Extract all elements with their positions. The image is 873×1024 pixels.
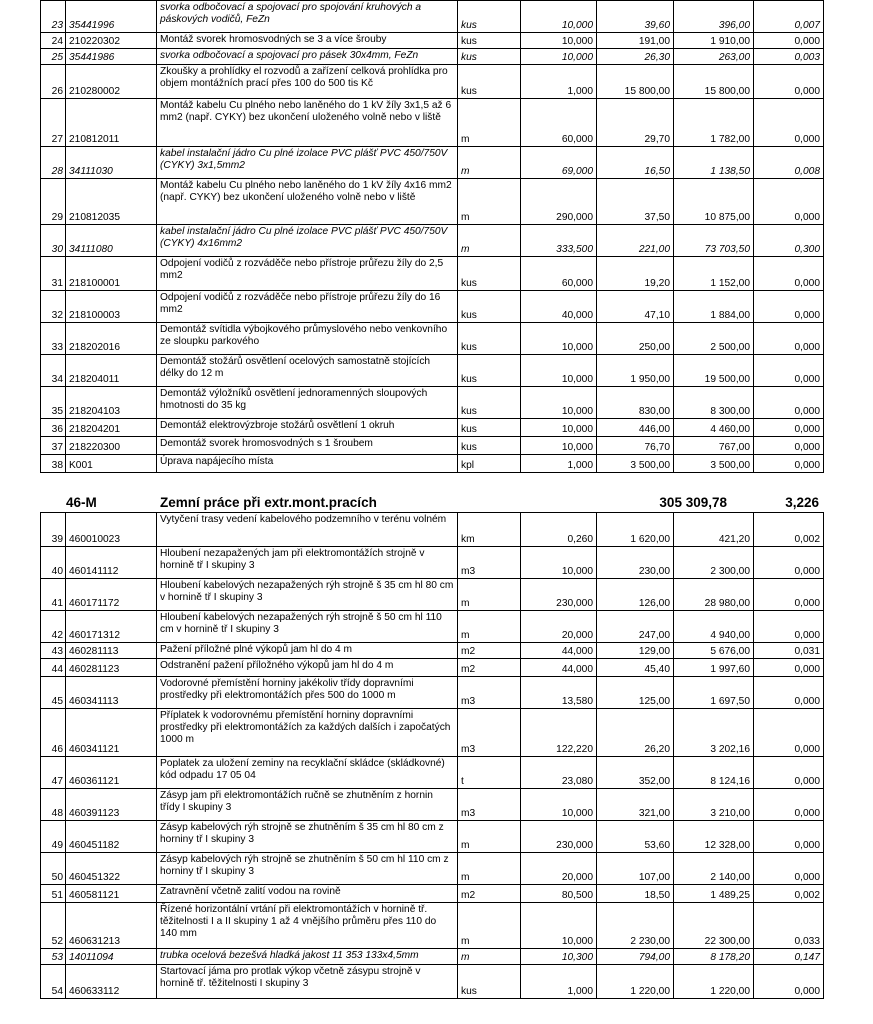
item-code: 35441986 bbox=[66, 49, 157, 65]
item-description: kabel instalační jádro Cu plné izolace PVC plášť PVC 450/750V (CYKY) 4x16mm2 bbox=[157, 225, 458, 257]
item-weight: 0,033 bbox=[754, 903, 824, 949]
item-description: Demontáž výložníků osvětlení jednoramenných sloupových hmotnosti do 35 kg bbox=[157, 387, 458, 419]
item-unit: m bbox=[458, 611, 521, 643]
row-number: 54 bbox=[41, 965, 66, 999]
item-description: Montáž svorek hromosvodných se 3 a více šrouby bbox=[157, 33, 458, 49]
item-unit-price: 107,00 bbox=[597, 853, 674, 885]
row-number: 42 bbox=[41, 611, 66, 643]
item-weight: 0,000 bbox=[754, 677, 824, 709]
item-code: 460581121 bbox=[66, 885, 157, 903]
item-quantity: 230,000 bbox=[521, 821, 597, 853]
item-unit-price: 29,70 bbox=[597, 99, 674, 147]
item-total-price: 3 210,00 bbox=[674, 789, 754, 821]
table-row bbox=[41, 903, 824, 949]
item-weight: 0,000 bbox=[754, 853, 824, 885]
table-row bbox=[41, 853, 824, 885]
item-quantity: 23,080 bbox=[521, 757, 597, 789]
item-quantity: 10,000 bbox=[521, 355, 597, 387]
item-code: 210812011 bbox=[66, 99, 157, 147]
row-number: 49 bbox=[41, 821, 66, 853]
table-row bbox=[41, 225, 824, 257]
table-row bbox=[41, 355, 824, 387]
item-weight: 0,000 bbox=[754, 257, 824, 291]
item-unit: t bbox=[458, 757, 521, 789]
table-row bbox=[41, 611, 824, 643]
item-unit-price: 352,00 bbox=[597, 757, 674, 789]
item-total-price: 5 676,00 bbox=[674, 643, 754, 659]
item-total-price: 2 500,00 bbox=[674, 323, 754, 355]
item-quantity: 44,000 bbox=[521, 643, 597, 659]
item-total-price: 1 138,50 bbox=[674, 147, 754, 179]
item-description: Montáž kabelu Cu plného nebo laněného do 1 kV žíly 3x1,5 až 6 mm2 (např. CYKY) bez ukončení uloženého volně nebo v liště bbox=[157, 99, 458, 147]
row-number: 24 bbox=[41, 33, 66, 49]
item-description: Hloubení kabelových nezapažených rýh strojně š 35 cm hl 80 cm v hornině tř I skupiny 3 bbox=[157, 579, 458, 611]
item-description: Hloubení nezapažených jam při elektromontážích strojně v hornině tř I skupiny 3 bbox=[157, 547, 458, 579]
item-weight: 0,000 bbox=[754, 709, 824, 757]
item-total-price: 1 697,50 bbox=[674, 677, 754, 709]
item-weight: 0,000 bbox=[754, 437, 824, 455]
item-weight: 0,000 bbox=[754, 291, 824, 323]
item-total-price: 4 940,00 bbox=[674, 611, 754, 643]
budget-table-bottom bbox=[40, 512, 824, 999]
item-code: 34111030 bbox=[66, 147, 157, 179]
item-quantity: 20,000 bbox=[521, 611, 597, 643]
item-unit-price: 221,00 bbox=[597, 225, 674, 257]
item-code: 460341121 bbox=[66, 709, 157, 757]
item-unit-price: 3 500,00 bbox=[597, 455, 674, 473]
item-unit-price: 129,00 bbox=[597, 643, 674, 659]
item-code: 460391123 bbox=[66, 789, 157, 821]
item-description: Úprava napájecího místa bbox=[157, 455, 458, 473]
row-number: 28 bbox=[41, 147, 66, 179]
table-row bbox=[41, 49, 824, 65]
item-weight: 0,300 bbox=[754, 225, 824, 257]
item-unit-price: 26,20 bbox=[597, 709, 674, 757]
item-total-price: 1 220,00 bbox=[674, 965, 754, 999]
item-quantity: 10,000 bbox=[521, 903, 597, 949]
item-unit: kus bbox=[458, 387, 521, 419]
item-unit: m bbox=[458, 903, 521, 949]
item-code: 460633112 bbox=[66, 965, 157, 999]
item-unit: m bbox=[458, 99, 521, 147]
item-description: kabel instalační jádro Cu plné izolace PVC plášť PVC 450/750V (CYKY) 3x1,5mm2 bbox=[157, 147, 458, 179]
item-description: svorka odbočovací a spojovací pro spojování kruhových a páskových vodičů, FeZn bbox=[157, 1, 458, 33]
table-row bbox=[41, 757, 824, 789]
item-quantity: 1,000 bbox=[521, 65, 597, 99]
item-unit-price: 446,00 bbox=[597, 419, 674, 437]
item-code: 218100001 bbox=[66, 257, 157, 291]
row-number: 25 bbox=[41, 49, 66, 65]
item-unit: kus bbox=[458, 355, 521, 387]
table-row bbox=[41, 965, 824, 999]
item-total-price: 12 328,00 bbox=[674, 821, 754, 853]
section-total: 305 309,78 bbox=[659, 495, 727, 510]
table-row bbox=[41, 709, 824, 757]
item-unit: m2 bbox=[458, 659, 521, 677]
item-total-price: 1 997,60 bbox=[674, 659, 754, 677]
item-quantity: 10,000 bbox=[521, 33, 597, 49]
item-unit: kus bbox=[458, 323, 521, 355]
row-number: 47 bbox=[41, 757, 66, 789]
table-row bbox=[41, 659, 824, 677]
item-code: 210280002 bbox=[66, 65, 157, 99]
row-number: 34 bbox=[41, 355, 66, 387]
item-code: 460341113 bbox=[66, 677, 157, 709]
item-unit-price: 19,20 bbox=[597, 257, 674, 291]
item-unit: m3 bbox=[458, 709, 521, 757]
row-number: 39 bbox=[41, 513, 66, 547]
item-unit-price: 1 220,00 bbox=[597, 965, 674, 999]
item-unit: m bbox=[458, 821, 521, 853]
item-unit-price: 247,00 bbox=[597, 611, 674, 643]
table-row bbox=[41, 323, 824, 355]
item-code: 460281113 bbox=[66, 643, 157, 659]
item-weight: 0,000 bbox=[754, 547, 824, 579]
item-description: Hloubení kabelových nezapažených rýh strojně š 50 cm hl 110 cm v hornině tř I skupiny 3 bbox=[157, 611, 458, 643]
item-unit-price: 39,60 bbox=[597, 1, 674, 33]
item-code: 460631213 bbox=[66, 903, 157, 949]
item-unit: m bbox=[458, 225, 521, 257]
item-unit: m bbox=[458, 579, 521, 611]
item-total-price: 8 124,16 bbox=[674, 757, 754, 789]
row-number: 41 bbox=[41, 579, 66, 611]
item-quantity: 10,000 bbox=[521, 437, 597, 455]
row-number: 46 bbox=[41, 709, 66, 757]
item-unit: kus bbox=[458, 65, 521, 99]
item-description: Odpojení vodičů z rozváděče nebo přístroje průřezu žíly do 16 mm2 bbox=[157, 291, 458, 323]
item-weight: 0,002 bbox=[754, 885, 824, 903]
item-weight: 0,000 bbox=[754, 65, 824, 99]
item-total-price: 2 140,00 bbox=[674, 853, 754, 885]
item-unit: m bbox=[458, 179, 521, 225]
item-total-price: 767,00 bbox=[674, 437, 754, 455]
row-number: 50 bbox=[41, 853, 66, 885]
item-weight: 0,008 bbox=[754, 147, 824, 179]
item-unit-price: 47,10 bbox=[597, 291, 674, 323]
item-weight: 0,000 bbox=[754, 99, 824, 147]
item-unit-price: 2 230,00 bbox=[597, 903, 674, 949]
table-row bbox=[41, 789, 824, 821]
item-unit: m3 bbox=[458, 789, 521, 821]
item-unit: kus bbox=[458, 257, 521, 291]
row-number: 51 bbox=[41, 885, 66, 903]
item-total-price: 8 300,00 bbox=[674, 387, 754, 419]
item-quantity: 40,000 bbox=[521, 291, 597, 323]
row-number: 53 bbox=[41, 949, 66, 965]
row-number: 44 bbox=[41, 659, 66, 677]
item-unit-price: 76,70 bbox=[597, 437, 674, 455]
item-total-price: 2 300,00 bbox=[674, 547, 754, 579]
item-unit-price: 53,60 bbox=[597, 821, 674, 853]
item-description: Příplatek k vodorovnému přemístění horniny dopravními prostředky při elektromontážích za každých dalších i započatých 1000 m bbox=[157, 709, 458, 757]
item-description: Zkoušky a prohlídky el rozvodů a zařízení celková prohlídka pro objem montážních prací přes 100 do 500 tis Kč bbox=[157, 65, 458, 99]
item-total-price: 10 875,00 bbox=[674, 179, 754, 225]
table-row bbox=[41, 455, 824, 473]
item-unit: kpl bbox=[458, 455, 521, 473]
item-quantity: 122,220 bbox=[521, 709, 597, 757]
item-quantity: 80,500 bbox=[521, 885, 597, 903]
table-row bbox=[41, 387, 824, 419]
item-total-price: 1 489,25 bbox=[674, 885, 754, 903]
item-code: K001 bbox=[66, 455, 157, 473]
item-code: 460361121 bbox=[66, 757, 157, 789]
item-code: 460010023 bbox=[66, 513, 157, 547]
table-row bbox=[41, 579, 824, 611]
item-code: 218204103 bbox=[66, 387, 157, 419]
item-total-price: 8 178,20 bbox=[674, 949, 754, 965]
item-unit: m bbox=[458, 147, 521, 179]
item-description: Zásyp kabelových rýh strojně se zhutněním š 50 cm hl 110 cm z horniny tř I skupiny 3 bbox=[157, 853, 458, 885]
item-unit-price: 15 800,00 bbox=[597, 65, 674, 99]
item-unit: m3 bbox=[458, 547, 521, 579]
item-description: Vytyčení trasy vedení kabelového podzemního v terénu volném bbox=[157, 513, 458, 547]
table-row bbox=[41, 257, 824, 291]
item-code: 460141112 bbox=[66, 547, 157, 579]
item-unit-price: 321,00 bbox=[597, 789, 674, 821]
item-quantity: 69,000 bbox=[521, 147, 597, 179]
item-total-price: 22 300,00 bbox=[674, 903, 754, 949]
item-code: 210812035 bbox=[66, 179, 157, 225]
item-code: 14011094 bbox=[66, 949, 157, 965]
item-total-price: 3 500,00 bbox=[674, 455, 754, 473]
item-weight: 0,031 bbox=[754, 643, 824, 659]
item-quantity: 10,300 bbox=[521, 949, 597, 965]
table-row bbox=[41, 437, 824, 455]
item-code: 218204011 bbox=[66, 355, 157, 387]
item-weight: 0,000 bbox=[754, 579, 824, 611]
table-row bbox=[41, 643, 824, 659]
row-number: 52 bbox=[41, 903, 66, 949]
item-weight: 0,002 bbox=[754, 513, 824, 547]
item-unit-price: 45,40 bbox=[597, 659, 674, 677]
item-description: Odstranění pažení příložného výkopů jam hl do 4 m bbox=[157, 659, 458, 677]
table-row bbox=[41, 949, 824, 965]
item-total-price: 396,00 bbox=[674, 1, 754, 33]
item-unit-price: 830,00 bbox=[597, 387, 674, 419]
item-weight: 0,000 bbox=[754, 419, 824, 437]
table-row bbox=[41, 419, 824, 437]
item-code: 218220300 bbox=[66, 437, 157, 455]
item-quantity: 20,000 bbox=[521, 853, 597, 885]
item-code: 218100003 bbox=[66, 291, 157, 323]
item-total-price: 4 460,00 bbox=[674, 419, 754, 437]
item-description: Vodorovné přemístění horniny jakékoliv třídy dopravními prostředky při elektromontážích přes 500 do 1000 m bbox=[157, 677, 458, 709]
item-quantity: 290,000 bbox=[521, 179, 597, 225]
item-unit: m bbox=[458, 853, 521, 885]
item-unit-price: 125,00 bbox=[597, 677, 674, 709]
item-code: 460281123 bbox=[66, 659, 157, 677]
table-row bbox=[41, 1, 824, 33]
section-code: 46-M bbox=[66, 495, 97, 510]
item-total-price: 263,00 bbox=[674, 49, 754, 65]
item-code: 460171312 bbox=[66, 611, 157, 643]
row-number: 38 bbox=[41, 455, 66, 473]
item-quantity: 10,000 bbox=[521, 789, 597, 821]
item-quantity: 10,000 bbox=[521, 323, 597, 355]
item-total-price: 1 910,00 bbox=[674, 33, 754, 49]
item-unit-price: 18,50 bbox=[597, 885, 674, 903]
item-total-price: 1 884,00 bbox=[674, 291, 754, 323]
item-weight: 0,000 bbox=[754, 789, 824, 821]
item-code: 34111080 bbox=[66, 225, 157, 257]
item-total-price: 73 703,50 bbox=[674, 225, 754, 257]
table-row bbox=[41, 99, 824, 147]
item-unit-price: 1 620,00 bbox=[597, 513, 674, 547]
item-weight: 0,147 bbox=[754, 949, 824, 965]
item-quantity: 60,000 bbox=[521, 257, 597, 291]
item-total-price: 15 800,00 bbox=[674, 65, 754, 99]
row-number: 45 bbox=[41, 677, 66, 709]
item-total-price: 19 500,00 bbox=[674, 355, 754, 387]
row-number: 33 bbox=[41, 323, 66, 355]
item-unit-price: 794,00 bbox=[597, 949, 674, 965]
item-code: 460451182 bbox=[66, 821, 157, 853]
item-total-price: 421,20 bbox=[674, 513, 754, 547]
row-number: 30 bbox=[41, 225, 66, 257]
item-unit: kus bbox=[458, 291, 521, 323]
row-number: 35 bbox=[41, 387, 66, 419]
budget-table-top bbox=[40, 0, 824, 473]
row-number: 43 bbox=[41, 643, 66, 659]
item-description: svorka odbočovací a spojovací pro pásek 30x4mm, FeZn bbox=[157, 49, 458, 65]
item-description: trubka ocelová bezešvá hladká jakost 11 353 133x4,5mm bbox=[157, 949, 458, 965]
row-number: 37 bbox=[41, 437, 66, 455]
item-code: 460171172 bbox=[66, 579, 157, 611]
item-unit-price: 230,00 bbox=[597, 547, 674, 579]
item-unit-price: 16,50 bbox=[597, 147, 674, 179]
item-weight: 0,000 bbox=[754, 757, 824, 789]
table-row bbox=[41, 513, 824, 547]
item-quantity: 1,000 bbox=[521, 455, 597, 473]
item-unit: kus bbox=[458, 1, 521, 33]
item-unit-price: 1 950,00 bbox=[597, 355, 674, 387]
item-quantity: 10,000 bbox=[521, 1, 597, 33]
item-description: Montáž kabelu Cu plného nebo laněného do 1 kV žíly 4x16 mm2 (např. CYKY) bez ukončení uloženého volně nebo v liště bbox=[157, 179, 458, 225]
item-weight: 0,000 bbox=[754, 387, 824, 419]
row-number: 23 bbox=[41, 1, 66, 33]
section-header bbox=[40, 493, 823, 511]
item-unit-price: 191,00 bbox=[597, 33, 674, 49]
item-weight: 0,000 bbox=[754, 659, 824, 677]
item-quantity: 10,000 bbox=[521, 419, 597, 437]
item-code: 218204201 bbox=[66, 419, 157, 437]
item-weight: 0,000 bbox=[754, 611, 824, 643]
item-unit-price: 126,00 bbox=[597, 579, 674, 611]
row-number: 32 bbox=[41, 291, 66, 323]
row-number: 29 bbox=[41, 179, 66, 225]
item-quantity: 333,500 bbox=[521, 225, 597, 257]
table-row bbox=[41, 147, 824, 179]
item-quantity: 10,000 bbox=[521, 547, 597, 579]
item-quantity: 44,000 bbox=[521, 659, 597, 677]
item-unit: m2 bbox=[458, 643, 521, 659]
row-number: 26 bbox=[41, 65, 66, 99]
item-description: Demontáž svítidla výbojkového průmyslového nebo venkovního ze sloupku parkového bbox=[157, 323, 458, 355]
row-number: 40 bbox=[41, 547, 66, 579]
item-quantity: 60,000 bbox=[521, 99, 597, 147]
item-quantity: 0,260 bbox=[521, 513, 597, 547]
table-row bbox=[41, 677, 824, 709]
item-weight: 0,000 bbox=[754, 355, 824, 387]
item-total-price: 28 980,00 bbox=[674, 579, 754, 611]
item-total-price: 1 152,00 bbox=[674, 257, 754, 291]
item-description: Demontáž elektrovýzbroje stožárů osvětlení 1 okruh bbox=[157, 419, 458, 437]
item-unit-price: 26,30 bbox=[597, 49, 674, 65]
table-row bbox=[41, 821, 824, 853]
section-title: Zemní práce při extr.mont.pracích bbox=[160, 495, 377, 510]
item-description: Zatravnění včetně zalití vodou na rovině bbox=[157, 885, 458, 903]
item-quantity: 10,000 bbox=[521, 387, 597, 419]
item-description: Pažení příložné plné výkopů jam hl do 4 m bbox=[157, 643, 458, 659]
item-total-price: 3 202,16 bbox=[674, 709, 754, 757]
item-quantity: 1,000 bbox=[521, 965, 597, 999]
item-description: Startovací jáma pro protlak výkop včetně zásypu strojně v hornině tř. těžitelnosti I skupiny 3 bbox=[157, 965, 458, 999]
table-row bbox=[41, 65, 824, 99]
row-number: 36 bbox=[41, 419, 66, 437]
item-code: 218202016 bbox=[66, 323, 157, 355]
item-unit-price: 37,50 bbox=[597, 179, 674, 225]
item-description: Demontáž stožárů osvětlení ocelových samostatně stojících délky do 12 m bbox=[157, 355, 458, 387]
table-row bbox=[41, 885, 824, 903]
item-unit: kus bbox=[458, 419, 521, 437]
table-row bbox=[41, 33, 824, 49]
item-code: 35441996 bbox=[66, 1, 157, 33]
table-row bbox=[41, 547, 824, 579]
row-number: 48 bbox=[41, 789, 66, 821]
item-weight: 0,000 bbox=[754, 965, 824, 999]
item-unit: kus bbox=[458, 437, 521, 455]
item-unit: m bbox=[458, 949, 521, 965]
item-quantity: 10,000 bbox=[521, 49, 597, 65]
item-unit: m3 bbox=[458, 677, 521, 709]
table-row bbox=[41, 291, 824, 323]
item-quantity: 13,580 bbox=[521, 677, 597, 709]
item-weight: 0,000 bbox=[754, 455, 824, 473]
item-description: Zásyp kabelových rýh strojně se zhutněním š 35 cm hl 80 cm z horniny tř I skupiny 3 bbox=[157, 821, 458, 853]
item-description: Zásyp jam při elektromontážích ručně se zhutněním z hornin třídy I skupiny 3 bbox=[157, 789, 458, 821]
item-unit: km bbox=[458, 513, 521, 547]
item-weight: 0,000 bbox=[754, 323, 824, 355]
table-row bbox=[41, 179, 824, 225]
section-weight: 3,226 bbox=[785, 495, 819, 510]
item-unit: kus bbox=[458, 33, 521, 49]
item-unit: kus bbox=[458, 965, 521, 999]
item-description: Odpojení vodičů z rozváděče nebo přístroje průřezu žíly do 2,5 mm2 bbox=[157, 257, 458, 291]
item-total-price: 1 782,00 bbox=[674, 99, 754, 147]
item-unit-price: 250,00 bbox=[597, 323, 674, 355]
item-code: 460451322 bbox=[66, 853, 157, 885]
item-description: Poplatek za uložení zeminy na recyklační skládce (skládkovné) kód odpadu 17 05 04 bbox=[157, 757, 458, 789]
item-weight: 0,000 bbox=[754, 179, 824, 225]
item-code: 210220302 bbox=[66, 33, 157, 49]
item-unit: m2 bbox=[458, 885, 521, 903]
item-quantity: 230,000 bbox=[521, 579, 597, 611]
row-number: 31 bbox=[41, 257, 66, 291]
row-number: 27 bbox=[41, 99, 66, 147]
item-weight: 0,000 bbox=[754, 821, 824, 853]
item-weight: 0,007 bbox=[754, 1, 824, 33]
item-weight: 0,000 bbox=[754, 33, 824, 49]
item-unit: kus bbox=[458, 49, 521, 65]
item-description: Řízené horizontální vrtání při elektromontážích v hornině tř. těžitelnosti I a II skupiny 1 až 4 vnějšího průměru přes 110 do 140 mm bbox=[157, 903, 458, 949]
item-description: Demontáž svorek hromosvodných s 1 šroubem bbox=[157, 437, 458, 455]
item-weight: 0,003 bbox=[754, 49, 824, 65]
